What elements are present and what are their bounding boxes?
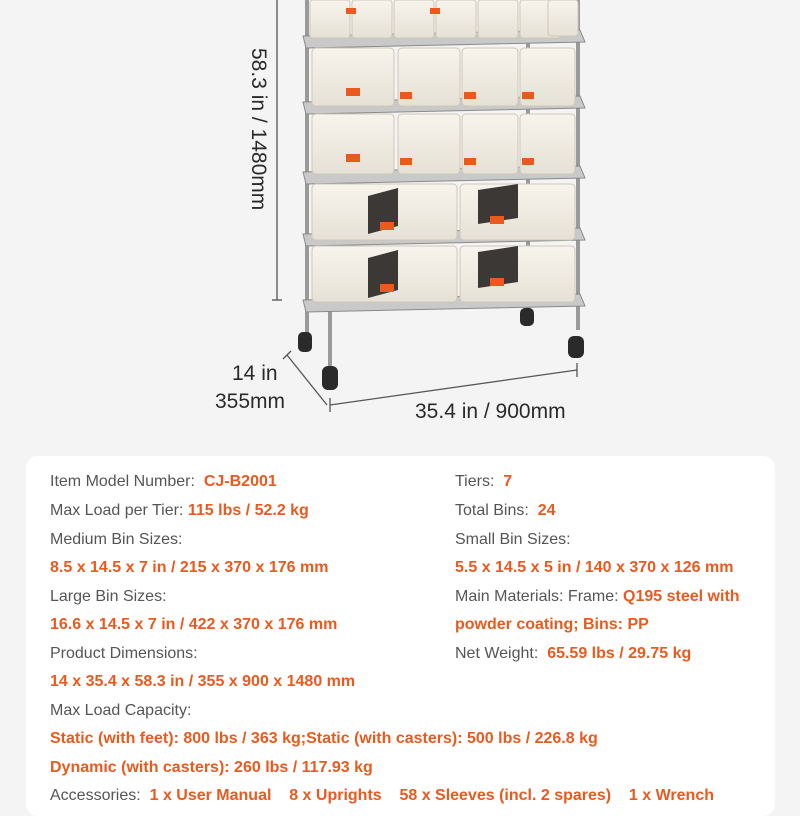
materials-row [455,587,740,607]
accessories-row [50,786,714,806]
bins-row-5 [312,246,575,302]
large-bin-value: 16.6 x 14.5 x 7 in / 422 x 370 x 176 mm [50,616,338,633]
total-bins-label: Total Bins: [455,502,529,519]
accessories-value: 1 x User Manual 8 x Uprights 58 x Sleeves (incl. 2 spares) 1 x Wrench [149,787,714,804]
net-weight-label: Net Weight: [455,645,539,662]
depth-mm-label: 355mm [215,390,286,413]
small-bin-label: Small Bin Sizes: [455,531,571,548]
max-load-value: 115 lbs / 52.2 kg [187,502,309,519]
medium-bin-value: 8.5 x 14.5 x 7 in / 215 x 370 x 176 mm [50,559,329,576]
max-capacity-label: Max Load Capacity: [50,702,192,719]
bins-row-1 [310,0,578,38]
height-dimension-label: 58.3 in / 1480mm [247,48,270,211]
large-bin-label: Large Bin Sizes: [50,588,167,605]
spec-card [26,456,775,816]
height-dimension-line [272,0,282,300]
model-row [50,472,277,492]
width-dimension-label: 35.4 in / 900mm [415,400,566,423]
medium-bin-label: Medium Bin Sizes: [50,531,183,548]
net-weight-value: 65.59 lbs / 29.75 kg [547,645,692,662]
materials-value-2: powder coating; Bins: PP [455,616,649,633]
product-dimensions-value: 14 x 35.4 x 58.3 in / 355 x 900 x 1480 mm [50,673,356,690]
max-load-label: Max Load per Tier: [50,502,184,519]
bins-row-4 [312,184,575,240]
tiers-value: 7 [503,473,513,490]
model-value: CJ-B2001 [203,473,277,490]
tiers-row [455,472,512,492]
max-capacity-static: Static (with feet): 800 lbs / 363 kg;Static (with casters): 500 lbs / 226.8 kg [50,730,598,747]
casters [298,308,584,390]
product-dimensions-label: Product Dimensions: [50,645,198,662]
materials-value-1: Q195 steel with [623,588,740,605]
total-bins-value: 24 [537,502,556,519]
bins-row-2 [312,48,575,106]
materials-label: Main Materials: Frame: [455,588,619,605]
depth-inches-label: 14 in [232,362,278,385]
small-bin-value: 5.5 x 14.5 x 5 in / 140 x 370 x 126 mm [455,559,734,576]
bins-row-3 [312,114,575,174]
net-weight-row [455,644,691,664]
model-label: Item Model Number: [50,473,195,490]
tiers-label: Tiers: [455,473,495,490]
depth-dimension-line [283,351,327,405]
max-capacity-dynamic: Dynamic (with casters): 260 lbs / 117.93 kg [50,759,373,776]
total-bins-row [455,501,556,521]
accessories-label: Accessories: [50,787,141,804]
max-load-row [50,501,309,521]
